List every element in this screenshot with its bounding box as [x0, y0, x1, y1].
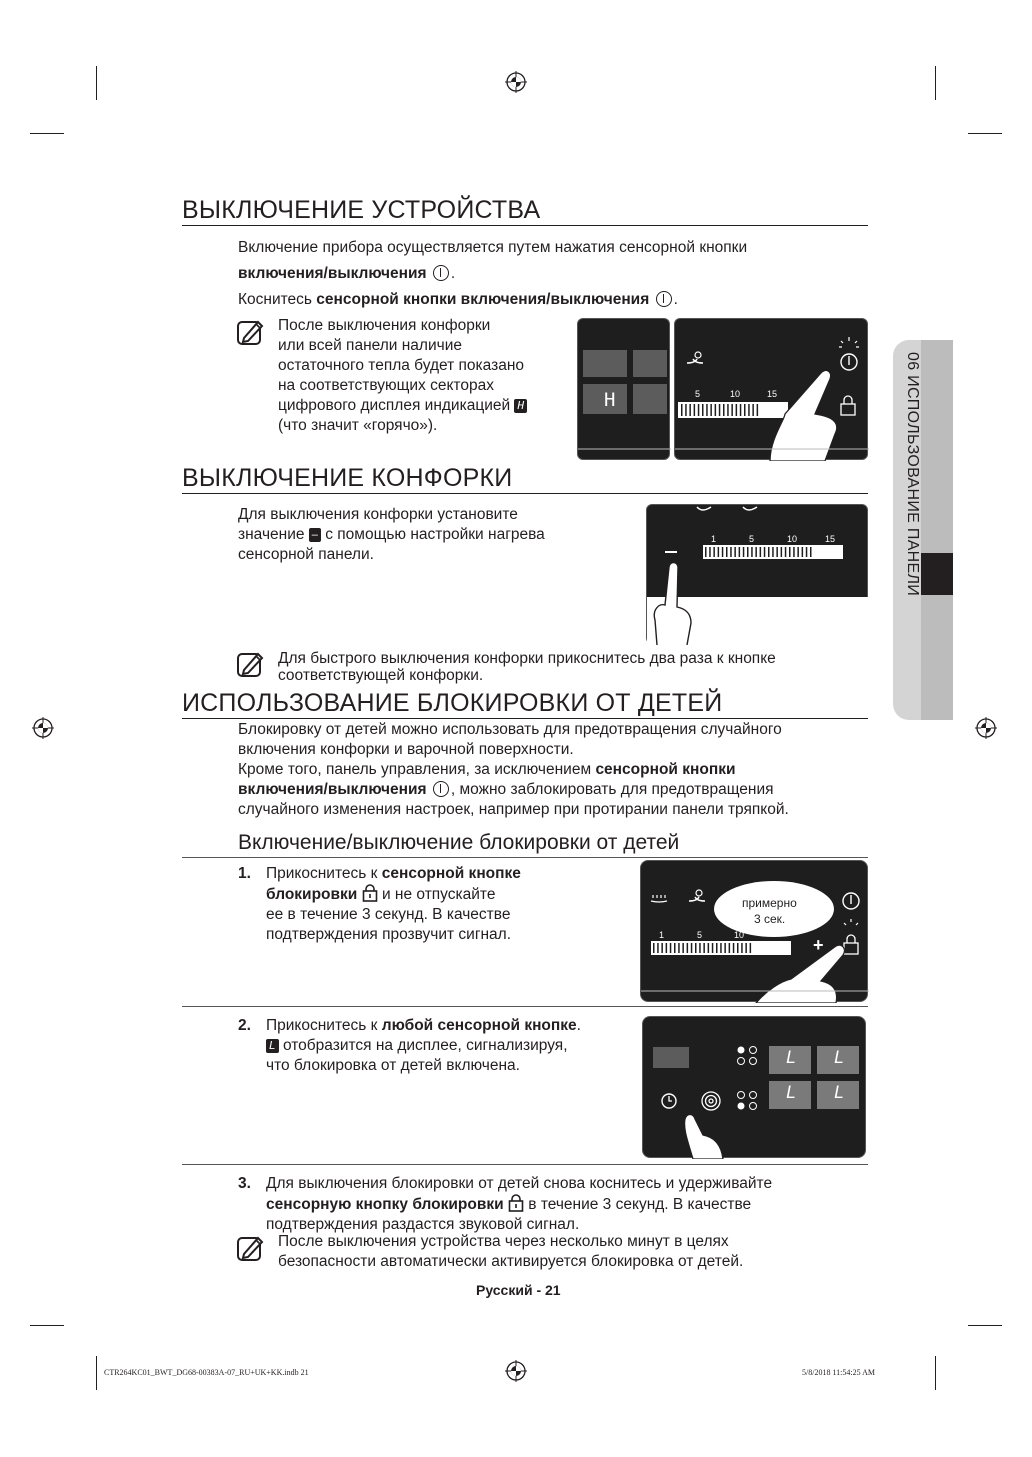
slider-tick [681, 404, 683, 416]
slider-tick [718, 547, 720, 557]
slider-tick [691, 943, 693, 953]
child-lock-on-illustration [640, 860, 868, 1002]
zero-value-icon: – [309, 528, 321, 542]
section-title-child-lock: ИСПОЛЬЗОВАНИЕ БЛОКИРОВКИ ОТ ДЕТЕЙ [182, 689, 723, 717]
registration-mark-icon [504, 70, 528, 94]
slider-tick [797, 547, 799, 557]
slider-tick [733, 943, 735, 953]
slider-tick [726, 547, 728, 557]
touch-panel-illustration [674, 318, 868, 460]
slider-tick [716, 943, 718, 953]
lock-display-glyph: L [834, 1083, 845, 1103]
slider-tick [730, 547, 732, 557]
slider-tick [709, 547, 711, 557]
burner-off-illustration [646, 504, 868, 644]
slider-tick [720, 943, 722, 953]
scale-label: 10 [787, 534, 798, 544]
slider-tick [678, 943, 680, 953]
crop-mark [968, 1325, 1002, 1326]
lock-display-glyph: L [834, 1048, 845, 1068]
plus-icon: + [813, 935, 824, 955]
slider-tick [737, 943, 739, 953]
paragraph: Включение прибора осуществляется путем нажатия сенсорной кнопки [238, 239, 748, 256]
slider-tick [674, 943, 676, 953]
slider-tick [744, 404, 746, 416]
lock-icon [508, 1194, 524, 1212]
slider-tick [781, 547, 783, 557]
slider-tick [703, 943, 705, 953]
section-rule [182, 225, 868, 226]
slider-tick [666, 943, 668, 953]
slider-tick [687, 943, 689, 953]
chapter-tab-label: 06 ИСПОЛЬЗОВАНИЕ ПАНЕЛИ [904, 352, 921, 597]
registration-mark-icon [504, 1359, 528, 1383]
step-2: 2. Прикоснитесь к любой сенсорной кнопке. L отобразится на дисплее, сигнализируя, что блокировка от детей включена. [238, 1017, 581, 1074]
slider-tick [713, 547, 715, 557]
slider-tick [772, 547, 774, 557]
slider-tick [729, 943, 731, 953]
section-rule [182, 718, 868, 719]
section-rule [182, 493, 868, 494]
slider-tick [760, 547, 762, 557]
page-number: Русский - 21 [476, 1282, 561, 1298]
slider-tick [736, 404, 738, 416]
subsection-title: Включение/выключение блокировки от детей [238, 831, 680, 854]
subsection-rule [182, 857, 868, 858]
hot-display-glyph: H [604, 389, 616, 411]
crop-mark [96, 66, 97, 100]
section-title-device-off: ВЫКЛЮЧЕНИЕ УСТРОЙСТВА [182, 196, 541, 224]
slider-tick [751, 547, 753, 557]
registration-mark-icon [31, 716, 55, 740]
paragraph: Блокировку от детей можно использовать для предотвращения случайного включения конфорки и варочной поверхности. Кроме того, панель управления, за исключением сенсорной кнопки включения/выключения , можно заблокировать для предотвращения случайного изменения настроек, например при протирании панели тряпкой. [238, 721, 789, 818]
slider-tick [802, 547, 804, 557]
slider-tick [722, 547, 724, 557]
paragraph: Коснитесь сенсорной кнопки включения/выключения . [238, 291, 678, 308]
slider-tick [724, 943, 726, 953]
slider-tick [748, 404, 750, 416]
crop-mark [30, 133, 64, 134]
chapter-tab [893, 340, 953, 720]
slider-tick [685, 404, 687, 416]
paragraph: включения/выключения . [238, 265, 456, 282]
slider-tick [670, 943, 672, 953]
slider-tick [715, 404, 717, 416]
slider-tick [712, 943, 714, 953]
note-icon [236, 1234, 266, 1264]
slider-tick [755, 547, 757, 557]
slider-tick [752, 404, 754, 416]
slider-tick [745, 943, 747, 953]
slider-tick [776, 547, 778, 557]
step-rule [182, 1164, 868, 1165]
slider-tick [741, 943, 743, 953]
slider-tick [727, 404, 729, 416]
slider-tick [785, 547, 787, 557]
lock-icon [362, 884, 378, 902]
scale-label: 5 [697, 930, 703, 940]
slider-tick [793, 547, 795, 557]
power-icon [656, 291, 672, 307]
bubble-text: примерно [742, 896, 797, 910]
slider-tick [702, 404, 704, 416]
crop-mark [935, 1356, 936, 1390]
step-1: 1. Прикоснитесь к сенсорной кнопке блокировки и не отпускайте ее в течение 3 секунд. В качестве подтверждения прозвучит сигнал. [238, 865, 521, 943]
slider-tick [768, 547, 770, 557]
scale-label: 5 [749, 534, 755, 544]
slider-tick [695, 943, 697, 953]
slider-tick [694, 404, 696, 416]
slider-tick [706, 404, 708, 416]
slider-tick [657, 943, 659, 953]
slider-tick [806, 547, 808, 557]
slider-tick [734, 547, 736, 557]
slider-tick [705, 547, 707, 557]
note-text: Для быстрого выключения конфорки прикоснитесь два раза к кнопке соответствующей конфорки. [278, 650, 776, 684]
lock-display-glyph: L [786, 1083, 797, 1103]
scale-label: 1 [711, 534, 717, 544]
scale-label: 5 [695, 389, 701, 399]
slider-tick [682, 943, 684, 953]
power-icon [433, 265, 449, 281]
note-icon [236, 650, 266, 680]
lock-display-glyph: L [786, 1048, 797, 1068]
file-slug: CTR264KC01_BWT_DG68-00383A-07_RU+UK+KK.indb 21 [104, 1368, 309, 1377]
scale-label: 15 [825, 534, 836, 544]
slider-tick [689, 404, 691, 416]
slider-tick [743, 547, 745, 557]
slider-tick [710, 404, 712, 416]
scale-label: 15 [767, 389, 778, 399]
slider-tick [661, 943, 663, 953]
slider-tick [708, 943, 710, 953]
slider-tick [723, 404, 725, 416]
power-icon [433, 781, 449, 797]
slider-tick [653, 943, 655, 953]
child-lock-display-illustration [642, 1016, 866, 1158]
note-text: После выключения конфорки или всей панели наличие остаточного тепла будет показано на соответствующих секторах цифрового дисплея индикацией H (что значит «горячо»). [278, 316, 527, 436]
scale-label: 10 [734, 930, 745, 940]
slider-tick [719, 404, 721, 416]
slider-tick [699, 943, 701, 953]
scale-label: 1 [659, 930, 665, 940]
slider-tick [764, 547, 766, 557]
section-title-burner-off: ВЫКЛЮЧЕНИЕ КОНФОРКИ [182, 464, 513, 492]
crop-mark [96, 1356, 97, 1390]
slider-tick [698, 404, 700, 416]
step-rule [182, 1006, 868, 1007]
lock-indicator-icon: L [266, 1039, 279, 1053]
slider-tick [739, 547, 741, 557]
note-text: После выключения устройства через несколько минут в целях безопасности автоматически активируется блокировка от детей. [278, 1233, 744, 1270]
file-timestamp: 5/8/2018 11:54:25 AM [802, 1368, 876, 1377]
display-panel-illustration [577, 318, 670, 460]
slider-tick [731, 404, 733, 416]
hot-indicator-icon: H [514, 399, 527, 413]
slider-tick [750, 943, 752, 953]
slider-tick [789, 547, 791, 557]
bubble-text: 3 сек. [754, 912, 786, 926]
step-3: 3. Для выключения блокировки от детей снова коснитесь и удерживайте сенсорную кнопку блокировки в течение 3 секунд. В качестве подтверждения раздастся звуковой сигнал. [238, 1175, 773, 1233]
slider-tick [757, 404, 759, 416]
crop-mark [968, 133, 1002, 134]
slider-tick [810, 547, 812, 557]
slider-tick [747, 547, 749, 557]
note-icon [236, 318, 266, 348]
paragraph: Для выключения конфорки установите значение – с помощью настройки нагрева сенсорной панели. [238, 506, 545, 563]
crop-mark [30, 1325, 64, 1326]
crop-mark [935, 66, 936, 100]
scale-label: 10 [730, 389, 741, 399]
slider-tick [740, 404, 742, 416]
registration-mark-icon [974, 716, 998, 740]
